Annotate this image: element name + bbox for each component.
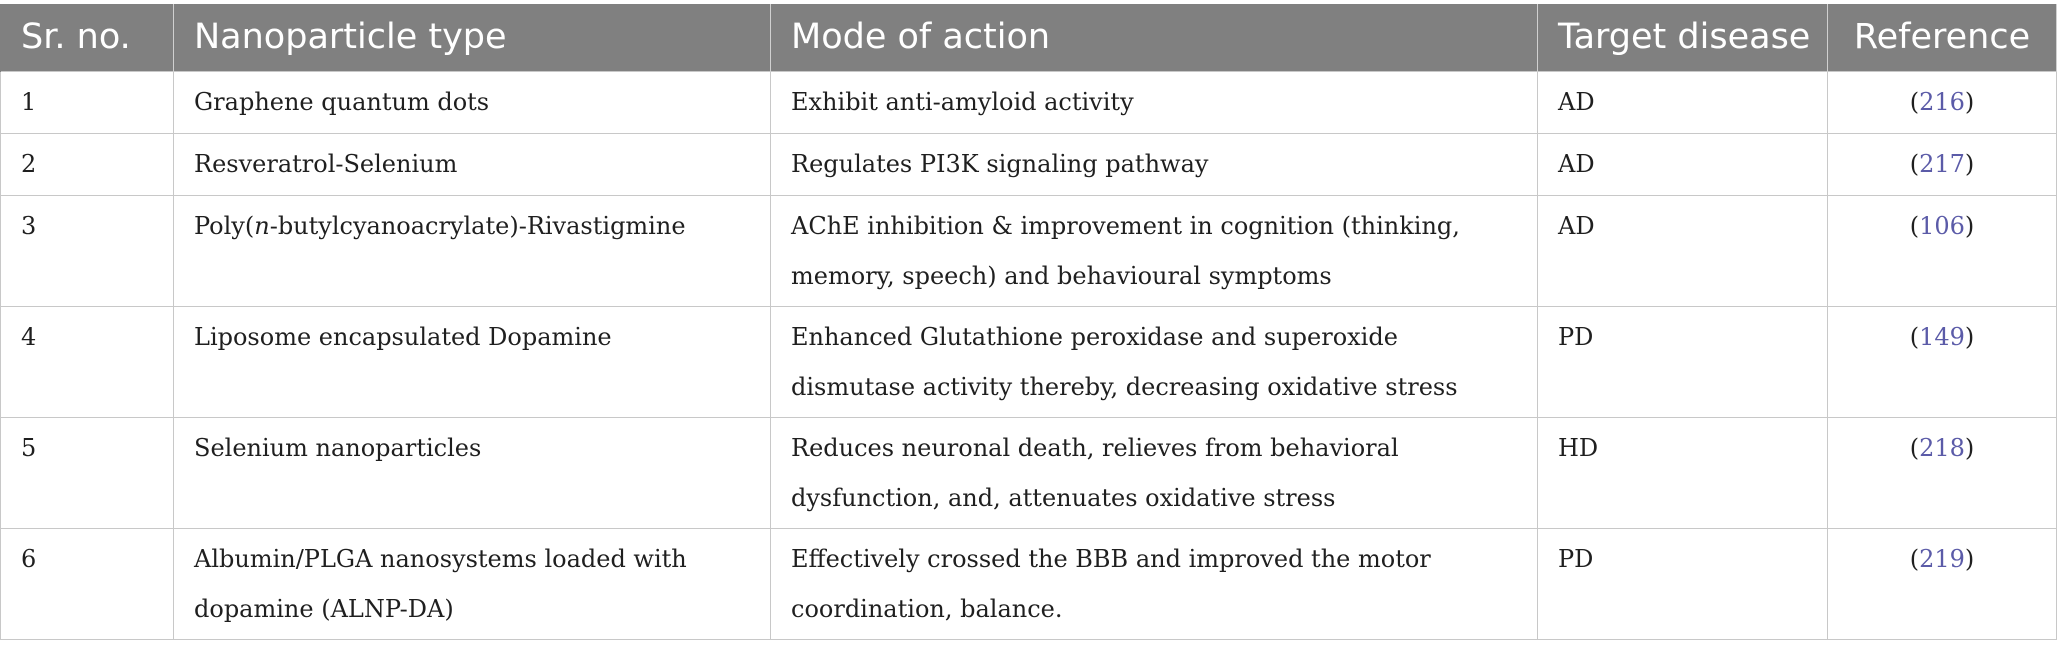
ref-close-paren: ) <box>1964 322 1975 351</box>
ref-close-paren: ) <box>1964 433 1975 462</box>
cell-mode-of-action: Reduces neuronal death, relieves from behavioral dysfunction, and, attenuates oxidative stress <box>771 417 1538 528</box>
header-reference: Reference <box>1828 4 2057 71</box>
cell-sr-no: 4 <box>1 306 174 417</box>
cell-sr-no: 5 <box>1 417 174 528</box>
nanoparticle-type-italic: n <box>254 211 270 240</box>
nanoparticle-type-prefix: Poly( <box>194 211 255 240</box>
cell-target-disease: PD <box>1538 528 1828 639</box>
header-mode-of-action: Mode of action <box>771 4 1538 71</box>
cell-target-disease: AD <box>1538 195 1828 306</box>
cell-nanoparticle-type: Selenium nanoparticles <box>174 417 771 528</box>
cell-mode-of-action: Regulates PI3K signaling pathway <box>771 133 1538 195</box>
cell-nanoparticle-type: Graphene quantum dots <box>174 71 771 133</box>
reference-link[interactable]: 217 <box>1919 149 1965 178</box>
ref-open-paren: ( <box>1909 149 1920 178</box>
cell-sr-no: 6 <box>1 528 174 639</box>
ref-open-paren: ( <box>1909 322 1920 351</box>
cell-mode-of-action: AChE inhibition & improvement in cognition (thinking, memory, speech) and behavioural symptoms <box>771 195 1538 306</box>
cell-mode-of-action: Effectively crossed the BBB and improved the motor coordination, balance. <box>771 528 1538 639</box>
table-row <box>1 195 2057 306</box>
cell-sr-no: 3 <box>1 195 174 306</box>
ref-open-paren: ( <box>1909 211 1920 240</box>
cell-nanoparticle-type <box>174 195 771 306</box>
ref-close-paren: ) <box>1964 544 1975 573</box>
cell-mode-of-action: Enhanced Glutathione peroxidase and superoxide dismutase activity thereby, decreasing oxidative stress <box>771 306 1538 417</box>
cell-mode-of-action: Exhibit anti-amyloid activity <box>771 71 1538 133</box>
cell-reference <box>1828 306 2057 417</box>
ref-close-paren: ) <box>1964 211 1975 240</box>
ref-open-paren: ( <box>1909 544 1920 573</box>
ref-close-paren: ) <box>1964 87 1975 116</box>
table-row <box>1 417 2057 528</box>
cell-nanoparticle-type: Liposome encapsulated Dopamine <box>174 306 771 417</box>
cell-reference <box>1828 528 2057 639</box>
cell-sr-no: 1 <box>1 71 174 133</box>
header-sr-no: Sr. no. <box>1 4 174 71</box>
table-header <box>1 4 2057 71</box>
cell-reference <box>1828 195 2057 306</box>
header-row <box>1 4 2057 71</box>
ref-close-paren: ) <box>1964 149 1975 178</box>
ref-open-paren: ( <box>1909 87 1920 116</box>
table-row <box>1 528 2057 639</box>
reference-link[interactable]: 216 <box>1919 87 1965 116</box>
table-row <box>1 306 2057 417</box>
cell-reference <box>1828 417 2057 528</box>
cell-reference <box>1828 133 2057 195</box>
nanoparticle-table <box>0 4 2057 640</box>
cell-reference <box>1828 71 2057 133</box>
cell-target-disease: PD <box>1538 306 1828 417</box>
header-target-disease: Target disease <box>1538 4 1828 71</box>
table-row <box>1 71 2057 133</box>
cell-target-disease: AD <box>1538 133 1828 195</box>
reference-link[interactable]: 149 <box>1919 322 1965 351</box>
cell-target-disease: AD <box>1538 71 1828 133</box>
cell-nanoparticle-type: Resveratrol-Selenium <box>174 133 771 195</box>
reference-link[interactable]: 218 <box>1919 433 1965 462</box>
reference-link[interactable]: 106 <box>1919 211 1965 240</box>
cell-target-disease: HD <box>1538 417 1828 528</box>
cell-nanoparticle-type: Albumin/PLGA nanosystems loaded with dopamine (ALNP-DA) <box>174 528 771 639</box>
header-nanoparticle-type: Nanoparticle type <box>174 4 771 71</box>
reference-link[interactable]: 219 <box>1919 544 1965 573</box>
nanoparticle-type-suffix: -butylcyanoacrylate)-Rivastigmine <box>269 211 686 240</box>
table-row <box>1 133 2057 195</box>
ref-open-paren: ( <box>1909 433 1920 462</box>
cell-sr-no: 2 <box>1 133 174 195</box>
table-body <box>1 71 2057 639</box>
